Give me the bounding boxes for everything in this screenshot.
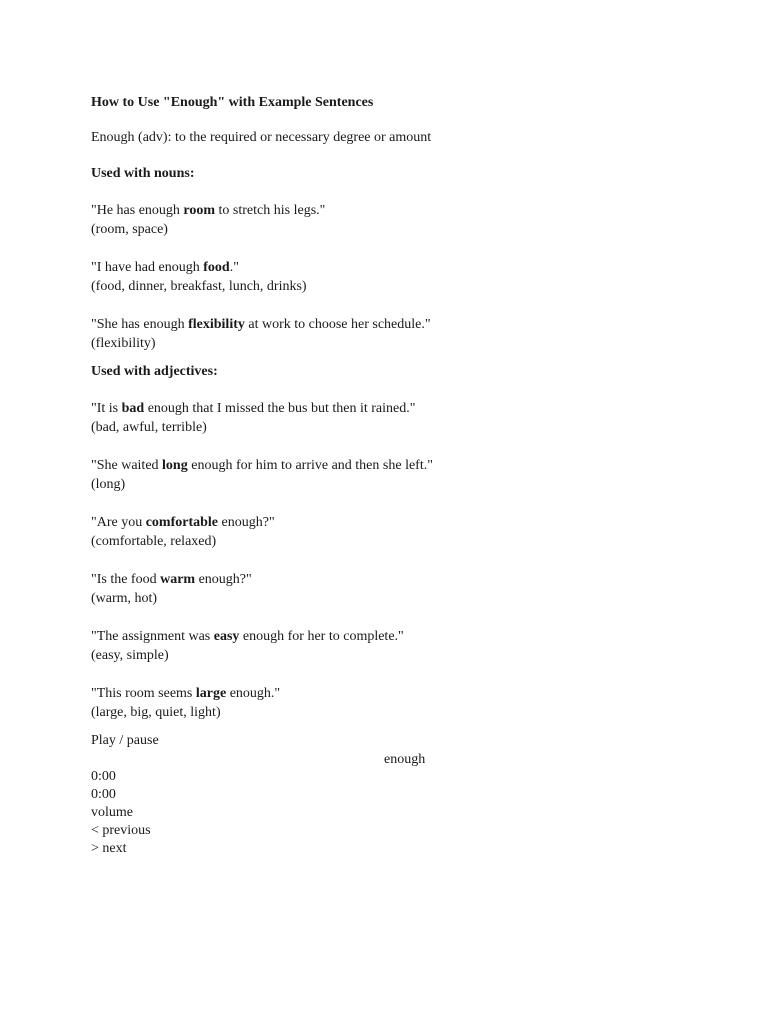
keyword: large — [195, 686, 227, 701]
example-alternatives: (easy, simple) — [91, 648, 169, 663]
sentence-part: "It is — [91, 401, 122, 416]
example-text — [91, 513, 731, 532]
example-text — [91, 201, 731, 220]
example-text — [91, 570, 731, 589]
sentence-part: enough." — [226, 686, 281, 701]
sentence-part: enough for him to arrive and then she left." — [187, 458, 433, 473]
volume-control[interactable]: volume — [91, 805, 133, 820]
example-sentence — [91, 399, 731, 437]
keyword: food — [203, 260, 230, 275]
example-sentence — [91, 627, 731, 665]
play-pause-button[interactable]: Play / pause — [91, 733, 159, 748]
sentence-part: to stretch his legs." — [215, 203, 326, 218]
example-sentence — [91, 456, 731, 494]
track-title-row — [91, 750, 731, 768]
section-heading-adjectives: Used with adjectives: — [91, 364, 218, 379]
example-alternatives: (long) — [91, 477, 126, 492]
example-alternatives: (comfortable, relaxed) — [91, 534, 217, 549]
sentence-part: "She waited — [91, 458, 163, 473]
example-text — [91, 627, 731, 646]
example-text — [91, 399, 731, 418]
sentence-part: enough that I missed the bus but then it rained." — [144, 401, 416, 416]
definition: Enough (adv): to the required or necessary degree or amount — [91, 130, 432, 145]
sentence-part: "Is the food — [91, 572, 161, 587]
audio-player — [91, 732, 731, 858]
keyword: warm — [160, 572, 196, 587]
example-text — [91, 258, 731, 277]
current-time: 0:00 — [91, 769, 116, 784]
sentence-part: "Are you — [91, 515, 146, 530]
duration: 0:00 — [91, 787, 116, 802]
track-title: enough — [384, 752, 426, 767]
example-alternatives: (room, space) — [91, 222, 168, 237]
example-alternatives: (flexibility) — [91, 336, 156, 351]
example-text — [91, 315, 731, 334]
document-title: How to Use "Enough" with Example Sentences — [91, 95, 374, 110]
keyword: flexibility — [188, 317, 245, 332]
sentence-part: "I have had enough — [91, 260, 204, 275]
example-sentence — [91, 570, 731, 608]
section-heading-nouns: Used with nouns: — [91, 166, 195, 181]
keyword: comfortable — [145, 515, 219, 530]
sentence-part: enough for her to complete." — [239, 629, 404, 644]
keyword: easy — [213, 629, 240, 644]
example-text — [91, 456, 731, 475]
example-alternatives: (bad, awful, terrible) — [91, 420, 207, 435]
sentence-part: at work to choose her schedule." — [244, 317, 431, 332]
sentence-part: ." — [229, 260, 239, 275]
document-body — [91, 93, 731, 858]
sentence-part: "This room seems — [91, 686, 196, 701]
sentence-part: "He has enough — [91, 203, 184, 218]
example-sentence — [91, 258, 731, 296]
keyword: long — [162, 458, 188, 473]
example-alternatives: (warm, hot) — [91, 591, 158, 606]
keyword: room — [183, 203, 216, 218]
sentence-part: enough?" — [218, 515, 275, 530]
example-sentence — [91, 684, 731, 722]
example-sentence — [91, 315, 731, 353]
keyword: bad — [121, 401, 145, 416]
example-text — [91, 684, 731, 703]
sentence-part: "She has enough — [91, 317, 189, 332]
sentence-part: "The assignment was — [91, 629, 214, 644]
example-alternatives: (food, dinner, breakfast, lunch, drinks) — [91, 279, 307, 294]
sentence-part: enough?" — [195, 572, 252, 587]
next-button[interactable]: > next — [91, 841, 127, 856]
example-sentence — [91, 201, 731, 239]
example-alternatives: (large, big, quiet, light) — [91, 705, 221, 720]
example-sentence — [91, 513, 731, 551]
previous-button[interactable]: < previous — [91, 823, 151, 838]
